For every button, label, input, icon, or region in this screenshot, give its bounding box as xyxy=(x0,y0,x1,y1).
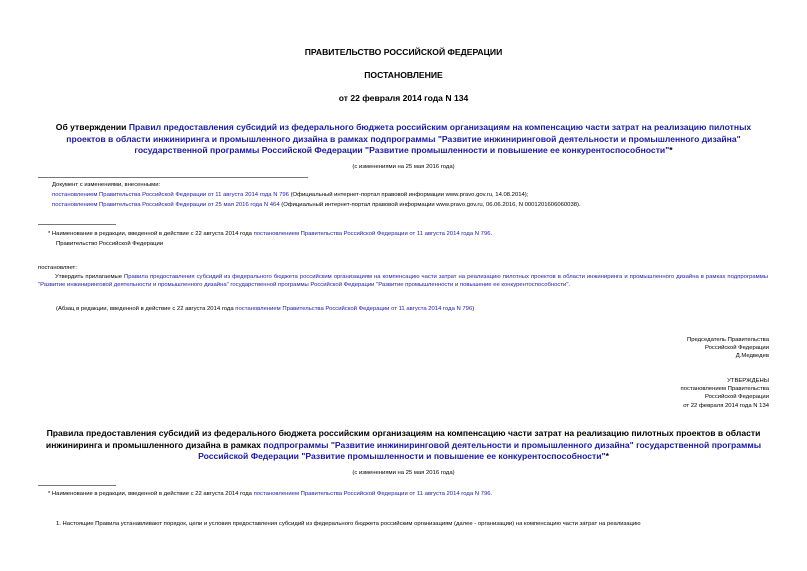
amended-note: (с изменениями на 25 мая 2016 года) xyxy=(352,164,455,170)
title-rules-link[interactable]: Правил предоставления субсидий из федерального бюджета российским организациям на компенсацию части затрат на реализацию пилотных проектов в области инжиниринга и промышленного дизайна в рамках подпрограммы "Развитие инжиниринговой деятельности и промышленного дизайна" государственной программы Российской Федерации "Развитие промышленности и повышение ее конкурентоспособности" xyxy=(66,122,752,155)
rules-subprogram-link[interactable]: подпрограммы "Развитие инжиниринговой деятельности и промышленного дизайна" государственной программы Российской Федерации "Развитие промышленности и повышение ее конкурентоспособности" xyxy=(198,439,762,461)
title-footnote-mark: * xyxy=(669,145,673,155)
changes-link-796[interactable]: постановлением Правительства Российской Федерации от 11 августа 2014 года N 796 xyxy=(52,192,289,198)
government-line: Правительство Российской Федерации xyxy=(56,241,164,247)
signature-line: Российской Федерации xyxy=(704,345,769,352)
document-date-number: от 22 февраля 2014 года N 134 xyxy=(338,93,469,103)
divider-line xyxy=(38,177,308,178)
approved-line: Российской Федерации xyxy=(704,394,769,401)
changes-intro: Документ с изменениями, внесенными: xyxy=(52,182,161,188)
paragraph-note-text: (Абзац в редакции, введенной в действие с 22 августа 2014 года xyxy=(56,306,236,312)
footnote-1-end: . xyxy=(490,231,493,237)
document-type: ПОСТАНОВЛЕНИЕ xyxy=(364,70,443,80)
footnote-2 xyxy=(48,490,768,498)
amended-note-2: (с изменениями на 25 мая 2016 года) xyxy=(352,470,455,476)
approved-line: постановлением Правительства xyxy=(680,386,769,393)
footnote-divider xyxy=(38,224,116,225)
footnote-2-end: . xyxy=(490,491,493,497)
approve-text: Утвердить прилагаемые xyxy=(55,274,125,280)
rules-title-text: Правила предоставления субсидий из федерального бюджета российским организациям на компенсацию части затрат на реализацию пилотных проектов в области инжиниринга и промышленного дизайна в рамках xyxy=(45,428,761,450)
changes-item xyxy=(52,201,772,209)
paragraph-note-end: ) xyxy=(472,306,475,312)
footnote-2-text: * Наименование в редакции, введенной в действие с 22 августа 2014 года xyxy=(48,491,254,497)
approve-rules-link[interactable]: Правила предоставления субсидий из федерального бюджета российским организациям на компенсацию части затрат на реализацию пилотных проектов в области инжиниринга и промышленного дизайна в рамках подпрограммы "Развитие инжиниринговой деятельности и промышленного дизайна" государственной программы Российской Федерации "Развитие промышленности и повышение ее конкурентоспособности" xyxy=(38,274,768,288)
changes-item xyxy=(52,191,772,199)
changes-link-464[interactable]: постановлением Правительства Российской Федерации от 25 мая 2016 года N 464 xyxy=(52,202,280,208)
document-title xyxy=(40,122,767,157)
approve-paragraph xyxy=(38,273,768,289)
rules-title-footnote-mark: * xyxy=(605,451,609,461)
signature-name: Д.Медведев xyxy=(735,353,769,360)
footnote-divider-2 xyxy=(38,485,116,486)
footnote-1 xyxy=(48,230,768,238)
clause-1: 1. Настоящие Правила устанавливают порядок, цели и условия предоставления субсидий из федерального бюджета российским организациям (далее - организации) на компенсацию части затрат на реализацию xyxy=(56,521,641,527)
approve-end: . xyxy=(568,282,571,288)
footnote-1-link[interactable]: постановлением Правительства Российской Федерации от 11 августа 2014 года N 796 xyxy=(253,231,491,237)
signature-line: Председатель Правительства xyxy=(686,337,769,343)
paragraph-note xyxy=(56,305,768,313)
footnote-1-text: * Наименование в редакции, введенной в действие с 22 августа 2014 года xyxy=(48,231,254,237)
approved-block xyxy=(681,377,769,410)
government-heading: ПРАВИТЕЛЬСТВО РОССИЙСКОЙ ФЕДЕРАЦИИ xyxy=(304,47,503,57)
changes-item-text: (Официальный интернет-портал правовой информации www.pravo.gov.ru, 06.06.2016, N 0001201606060038). xyxy=(279,202,581,208)
approved-line: от 22 февраля 2014 года N 134 xyxy=(683,402,769,409)
changes-item-text: (Официальный интернет-портал правовой информации www.pravo.gov.ru, 14.08.2014); xyxy=(288,192,529,198)
rules-title xyxy=(40,428,767,463)
approved-heading: УТВЕРЖДЕНЫ xyxy=(727,378,769,384)
changes-block xyxy=(52,181,772,209)
footnote-2-link[interactable]: постановлением Правительства Российской Федерации от 11 августа 2014 года N 796 xyxy=(253,491,491,497)
paragraph-note-link[interactable]: постановлением Правительства Российской Федерации от 11 августа 2014 года N 796 xyxy=(235,306,473,312)
signature-block xyxy=(687,336,769,361)
title-prefix: Об утверждении xyxy=(55,122,129,132)
decides-line: постановляет: xyxy=(38,265,77,271)
